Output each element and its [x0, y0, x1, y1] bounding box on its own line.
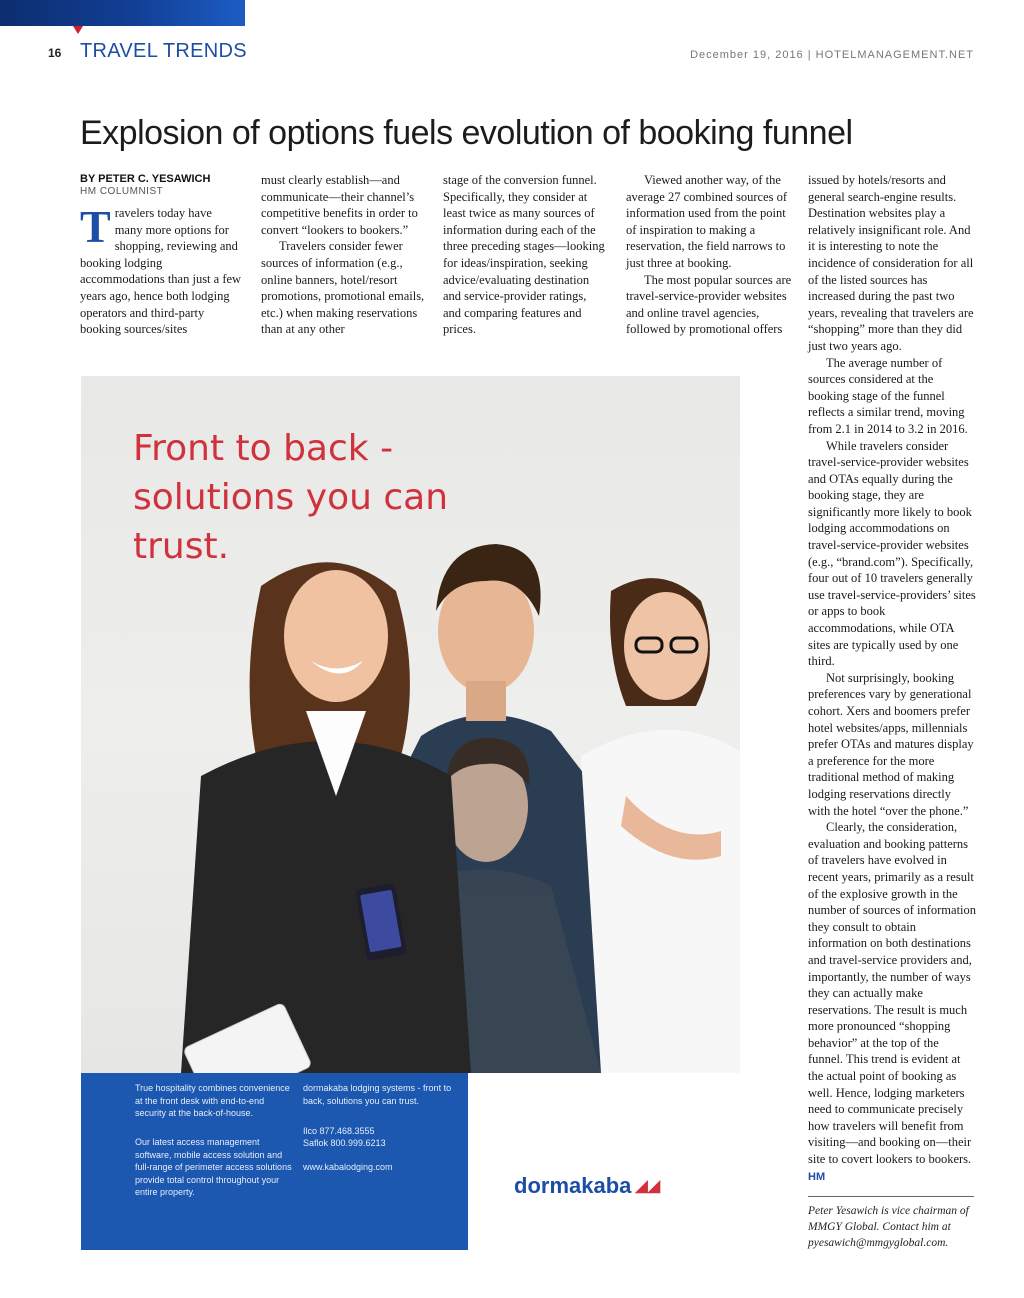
author-role: HM COLUMNIST [80, 186, 164, 197]
paragraph: ravelers today have many more options for shopping, reviewing and booking lodging accommodations than just a few years ago, hence both lodging operators and third-party booking sources/sites [80, 206, 242, 337]
paragraph: Not surprisingly, booking preferences vary by generational cohort. Xers and boomers prefer hotel websites/apps, millennials prefer OTAs and matures display a preference for the more traditional method of making lodging reservations directly with the hotel “over the phone.” [808, 670, 974, 818]
advertisement[interactable] [81, 376, 740, 1250]
paragraph: Travelers consider fewer sources of information (e.g., online banners, hotel/resort promotions, promotional emails, etc.) when making reservations than at any other [261, 239, 425, 337]
dateline: December 19, 2016 | HOTELMANAGEMENT.NET [690, 49, 974, 61]
top-color-bar [0, 0, 245, 26]
paragraph: Viewed another way, of the average 27 combined sources of information used from the point of inspiration to making a reservation, the field narrows to just three at booking. [626, 173, 788, 270]
paragraph: issued by hotels/resorts and general search-engine results. Destination websites play a relatively insignificant role. And it is interesting to note the incidence of consideration for all of the listed sources has increased during the past two years, revealing that travelers are “shopping” more than they did just two years ago. [808, 173, 974, 353]
brand-chevron-icon: ◢◢ [635, 1178, 660, 1195]
article-headline: Explosion of options fuels evolution of booking funnel [80, 114, 853, 152]
paragraph: Clearly, the consideration, evaluation and booking patterns of travelers have evolved in recent years, primarily as a result of the explosive growth in the number of sources of information they consult to obtain information on both destinations and travel-service providers and, importantly, the number of ways they can actually make reservations. The result is much more pronounced “shopping behavior” at the top of the funnel. This trend is evident at the actual point of booking as well. Hence, lodging marketers need to communicate precisely how travelers will benefit from visiting—and booking on—their site to covert lookers to bookers. [808, 820, 977, 1167]
ad-copy: True hospitality combines convenience at the front desk with end-to-end security at the back-of-house. [135, 1083, 290, 1118]
housekeeper-figure [581, 578, 740, 1073]
receptionist-figure [181, 562, 471, 1073]
ad-logo-area [468, 1073, 740, 1250]
page-number: 16 [48, 46, 62, 60]
drop-cap: T [80, 201, 111, 252]
article-column-5 [808, 172, 976, 1184]
ad-phone-ilco: Ilco 877.468.3555 [303, 1126, 375, 1136]
paragraph: stage of the conversion funnel. Specifically, they consider at least twice as many sources of information during each of the three preceding stages—looking for ideas/inspiration, seeking advice/evaluating destination and service-provider ratings, and comparing features and prices. [443, 173, 605, 337]
ad-phone-saflok: Saflok 800.999.6213 [303, 1138, 386, 1148]
author-bio: Peter Yesawich is vice chairman of MMGY Global. Contact him at pyesawich@mmgyglobal.com. [808, 1205, 969, 1249]
ad-copy: dormakaba lodging systems - front to back, solutions you can trust. [303, 1083, 452, 1106]
end-mark: HM [808, 1170, 826, 1183]
article-column-3 [443, 172, 607, 338]
ad-website-link[interactable]: www.kabalodging.com [303, 1162, 393, 1172]
ad-headline: Front to back - solutions you can trust. [133, 428, 449, 567]
ad-info-panel [81, 1073, 468, 1250]
byline: BY PETER C. YESAWICH [80, 173, 211, 185]
article-column-1 [80, 201, 242, 338]
paragraph: must clearly establish—and communicate—their channel’s competitive benefits in order to convert “lookers to bookers.” [261, 173, 418, 237]
ad-copy: Our latest access management software, mobile access solution and full-range of perimeter access solutions provide total control throughout your entire property. [135, 1137, 292, 1197]
paragraph: The most popular sources are travel-service-provider websites and online travel agencies, followed by promotional offers [626, 272, 792, 337]
brand-name: dormakaba [514, 1173, 632, 1198]
paragraph: The average number of sources considered at the booking stage of the funnel reflects a similar trend, moving from 2.1 in 2014 to 3.2 in 2016. [808, 355, 968, 436]
top-bar-marker [73, 26, 83, 34]
bio-divider [808, 1196, 974, 1197]
article-column-4 [626, 172, 794, 338]
article-column-2 [261, 172, 425, 338]
paragraph: While travelers consider travel-service-provider websites and OTAs equally during the booking stage, they are significantly more likely to book lodging accommodations on travel-service-provider websites (e.g., “brand.com”). Specifically, four out of 10 travelers generally use travel-service-providers’ sites or apps to book accommodations, while OTA sites are typically used by one third. [808, 438, 976, 669]
dormakaba-logo[interactable] [514, 1173, 660, 1199]
section-title: TRAVEL TRENDS [80, 40, 247, 62]
